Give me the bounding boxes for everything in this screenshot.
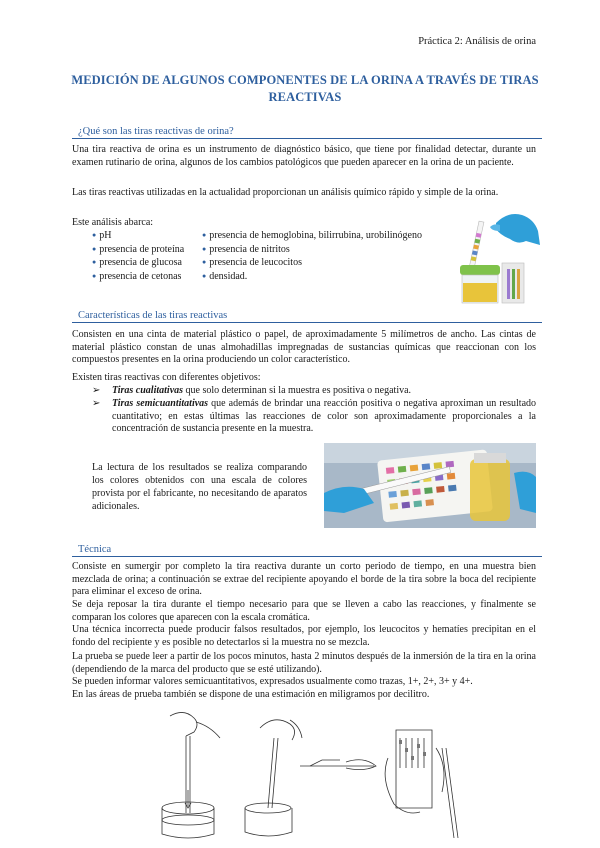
- color-chart-comparison-image: [324, 443, 536, 528]
- paragraph: Las tiras reactivas utilizadas en la actualidad proporcionan un análisis químico rápido y simple de la orina.: [72, 187, 499, 198]
- list-item: ● presencia de proteína: [92, 243, 185, 255]
- arrow-bullet-icon: ➢: [92, 398, 101, 409]
- paragraph: Se deja reposar la tira durante el tiempo necesario para que se lleven a cabo las reacciones, y finalmente se comparan los colores que aparecen con la escala cromática.: [72, 599, 536, 623]
- list-item: ● presencia de glucosa: [92, 257, 182, 268]
- list-item: ● presencia de nitritos: [202, 243, 290, 255]
- gloved-hand-test-strip-image: [456, 205, 540, 305]
- paragraph: Consisten en una cinta de material plástico o papel, de aproximadamente 5 milímetros de ancho. Las cintas de material plástico constan de unas almohadillas impregnadas de sustancias químicas que reaccionan con los compuestos presentes en la orina produciendo un color característico.: [72, 329, 536, 365]
- list-item: ● presencia de cetonas: [92, 270, 182, 282]
- document-title: MEDICIÓN DE ALGUNOS COMPONENTES DE LA ORINA A TRAVÉS DE TIRAS REACTIVAS: [71, 73, 539, 104]
- section-heading-technique: Técnica: [72, 543, 542, 557]
- paragraph: La prueba se puede leer a partir de los pocos minutos, hasta 2 minutos después de la inmersión de la tira en la orina (dependiendo de la marca del producto que se esté utilizando).: [72, 651, 536, 675]
- list-item: ● presencia de leucocitos: [202, 257, 302, 268]
- strip-type-qualitative: ➢ Tiras cualitativas que solo determinan si la muestra es positiva o negativa.: [92, 385, 412, 396]
- list-item: ● densidad.: [202, 270, 248, 282]
- paragraph: En las áreas de prueba también se dispone de una estimación en miligramos por decilitro.: [72, 689, 430, 700]
- list-item: ● pH: [92, 230, 112, 241]
- paragraph: Una técnica incorrecta puede producir falsos resultados, por ejemplo, los leucocitos y hematíes precipitan en el fondo del recipiente y es posible no detectarlos si la muestra no se mezcla.: [72, 624, 536, 648]
- page-header: Práctica 2: Análisis de orina: [418, 36, 536, 47]
- results-reading-paragraph: La lectura de los resultados se realiza comparando los colores obtenidos con una escala de colores provista por el fabricante, no necesitando de aparatos adicionales.: [92, 462, 307, 512]
- arrow-bullet-icon: ➢: [92, 385, 101, 396]
- analysis-list-col2: [202, 229, 452, 283]
- technique-steps-illustration: [150, 708, 480, 843]
- analysis-list-col1: [92, 229, 202, 283]
- section-heading-characteristics: Características de las tiras reactivas: [72, 309, 542, 323]
- list-item: ● presencia de hemoglobina, bilirrubina, urobilinógeno: [202, 230, 422, 241]
- paragraph: Una tira reactiva de orina es un instrumento de diagnóstico básico, que tiene por finalidad detectar, durante un examen rutinario de orina, algunos de los cambios patológicos que pueden aparecer en la orina de un paciente.: [72, 144, 536, 168]
- paragraph: Se pueden informar valores semicuantitativos, expresados usualmente como trazas, 1+, 2+, 3+ y 4+.: [72, 676, 473, 687]
- strip-type-semiquantitative: ➢ Tiras semicuantitativas que además de brindar una reacción positiva o negativa aproximan un resultado cuantitativo; en estas últimas las reacciones de color son aproximadamente proporcionales a la concentración de sustancia presente en la muestra.: [92, 398, 537, 434]
- paragraph: Consiste en sumergir por completo la tira reactiva durante un corto periodo de tiempo, en una muestra bien mezclada de orina; a continuación se extrae del recipiente apoyando el borde de la tira sobre la boca del recipiente para eliminar el exceso de orina.: [72, 561, 536, 597]
- paragraph: Existen tiras reactivas con diferentes objetivos:: [72, 372, 261, 383]
- list-intro: Este análisis abarca:: [72, 217, 154, 228]
- section-heading-what-are-strips: ¿Qué son las tiras reactivas de orina?: [72, 125, 542, 139]
